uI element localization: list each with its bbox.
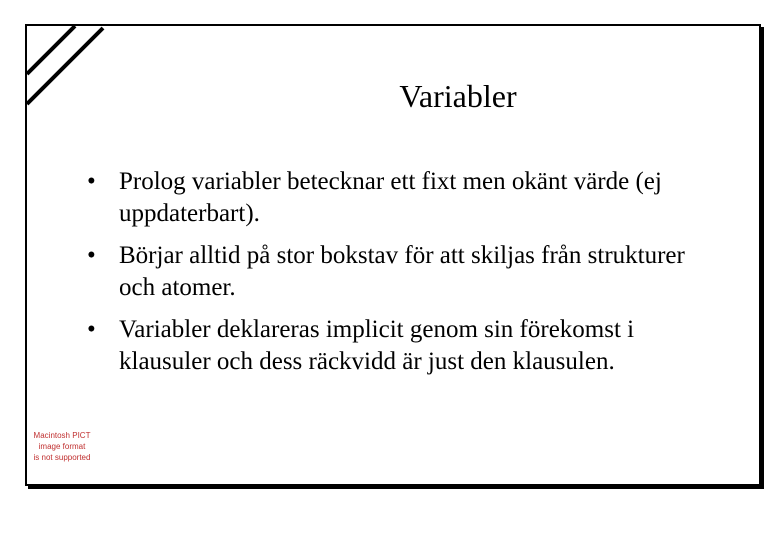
bullet-item <box>87 166 707 230</box>
slide <box>25 24 761 486</box>
bullet-icon: • <box>87 242 96 269</box>
bullet-icon: • <box>87 168 96 195</box>
placeholder-line: Macintosh PICT <box>33 431 91 440</box>
slide-title: Variabler <box>399 78 517 114</box>
bullet-text: Variabler deklareras implicit genom sin förekomst i klausuler och dess räckvidd är just den klausulen. <box>119 316 635 375</box>
bullet-item <box>87 240 707 304</box>
bullet-icon: • <box>87 316 96 343</box>
placeholder-line: image format <box>38 442 86 451</box>
bullet-text: Börjar alltid på stor bokstav för att skiljas från strukturer och atomer. <box>119 242 685 301</box>
bullet-list <box>87 166 707 388</box>
unsupported-image-placeholder <box>32 430 92 463</box>
placeholder-line: is not supported <box>33 453 91 462</box>
bullet-text: Prolog variabler betecknar ett fixt men okänt värde (ej uppdaterbart). <box>119 168 662 227</box>
bullet-item <box>87 314 707 378</box>
